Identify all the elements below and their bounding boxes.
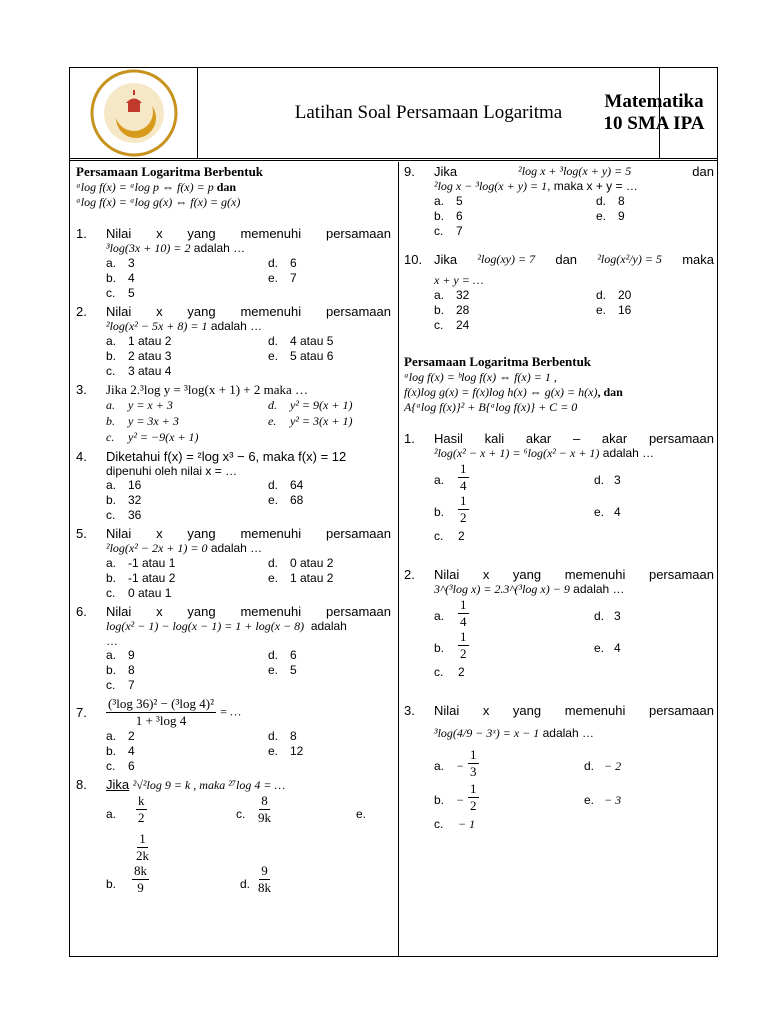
question-r1 <box>404 431 714 446</box>
question-text <box>434 252 714 267</box>
option-d[interactable]: 3 <box>614 473 621 487</box>
option-value[interactable]: 8 <box>290 729 297 743</box>
numerator: 8k <box>134 863 147 878</box>
equation: log(x² − 1) − log(x − 1) = 1 + log(x − 8) <box>106 619 305 633</box>
option-letter: b. <box>106 571 117 585</box>
option-b[interactable] <box>468 781 479 814</box>
option-letter: a. <box>106 398 115 412</box>
question-continuation: … <box>106 634 118 648</box>
option-value[interactable]: y² = 9(x + 1) <box>290 398 353 412</box>
numerator: 8 <box>261 793 268 808</box>
option-letter: b. <box>434 303 445 317</box>
rule-dan: , dan <box>597 385 623 399</box>
option-letter: c. <box>106 430 115 444</box>
option-letter: a. <box>106 729 117 743</box>
option-value[interactable]: 5 <box>128 286 135 300</box>
option-value[interactable]: 68 <box>290 493 304 507</box>
option-value[interactable]: 0 atau 2 <box>290 556 334 570</box>
equation: ²log(x² − 2x + 1) = 0 <box>106 541 208 555</box>
option-value[interactable]: 6 <box>128 759 135 773</box>
option-letter: d. <box>584 759 595 773</box>
options <box>434 194 714 238</box>
question-number: 8. <box>76 777 87 792</box>
denominator: 2 <box>470 798 477 813</box>
question-tail: adalah … <box>542 726 594 740</box>
option-letter: d. <box>268 478 279 492</box>
equation: ²log(x² − 5x + 8) = 1 <box>106 319 208 333</box>
question-dan: dan <box>555 252 578 267</box>
option-value[interactable]: 7 <box>128 678 135 692</box>
question-number: 2. <box>76 304 87 319</box>
question-r2 <box>404 567 714 582</box>
section-title: Persamaan Logaritma Berbentuk <box>76 164 264 179</box>
option-letter: e. <box>268 571 279 585</box>
equation: ²log(xy) = 7 <box>477 252 536 266</box>
question-6 <box>76 604 391 619</box>
option-b[interactable] <box>458 629 469 662</box>
question-keyword: Jika <box>434 164 458 179</box>
option-letter: b. <box>106 349 117 363</box>
options <box>106 398 391 445</box>
option-value[interactable]: y² = 3(x + 1) <box>290 414 353 428</box>
options <box>434 747 714 829</box>
grade: 10 SMA IPA <box>603 113 705 134</box>
equation: ²log x − ³log(x + y) = 1 <box>434 179 548 193</box>
option-letter: e. <box>584 793 595 807</box>
option-letter: c. <box>236 807 246 821</box>
question-4 <box>76 449 391 464</box>
option-letter: d. <box>268 729 279 743</box>
equation: ²log(x² − x + 1) = ⁶log(x² − x + 1) <box>434 446 600 460</box>
denominator: 2 <box>460 646 467 661</box>
options <box>434 288 714 332</box>
question-number: 1. <box>404 431 415 446</box>
option-value[interactable]: 16 <box>618 303 632 317</box>
option-letter: a. <box>106 478 117 492</box>
option-value[interactable]: 8 <box>618 194 625 208</box>
option-value[interactable]: -1 atau 2 <box>128 571 176 585</box>
denominator: 2k <box>136 848 149 863</box>
rule-dan: dan <box>216 180 237 194</box>
option-letter: e. <box>268 663 279 677</box>
question-text: Jika 2.³log y = ³log(x + 1) + 2 maka … <box>106 382 309 397</box>
option-a[interactable] <box>136 793 147 826</box>
option-value[interactable]: 32 <box>456 288 470 302</box>
option-letter: e. <box>268 493 279 507</box>
right-column <box>404 164 714 829</box>
question-tail: adalah … <box>602 446 655 460</box>
option-value[interactable]: 6 <box>290 648 297 662</box>
option-letter: c. <box>106 586 116 600</box>
numerator: 1 <box>470 781 477 796</box>
option-letter: d. <box>268 648 279 662</box>
denominator: 8k <box>258 880 271 895</box>
numerator: 1 <box>460 629 467 644</box>
denominator: 4 <box>460 478 467 493</box>
question-tail: adalah … <box>210 541 263 555</box>
option-value[interactable]: 2 <box>128 729 135 743</box>
option-letter: b. <box>434 505 445 519</box>
option-letter: e. <box>268 744 279 758</box>
option-d[interactable]: − 2 <box>604 759 622 773</box>
option-c[interactable]: − 1 <box>458 817 476 831</box>
option-letter: c. <box>434 817 444 831</box>
equation: 3^(³log x) = 2.3^(³log x) − 9 <box>434 582 570 596</box>
denominator: 2 <box>138 810 145 825</box>
denominator: 4 <box>460 614 467 629</box>
option-c[interactable] <box>258 793 271 826</box>
option-letter: e. <box>594 641 605 655</box>
question-number: 6. <box>76 604 87 619</box>
rule-2: f(x)log g(x) = f(x)log h(x) ⇔ g(x) = h(x) <box>404 385 598 399</box>
school-logo-icon <box>70 68 198 158</box>
option-e-value[interactable] <box>136 831 149 864</box>
option-letter: d. <box>594 609 605 623</box>
question-tail: , maka x + y = … <box>547 179 638 193</box>
worksheet <box>69 67 718 957</box>
subject-block <box>590 68 718 158</box>
numerator: 1 <box>460 493 467 508</box>
option-value[interactable]: 36 <box>128 508 142 522</box>
options <box>106 478 391 522</box>
option-value[interactable]: 4 atau 5 <box>290 334 334 348</box>
school-logo-cell <box>70 68 198 158</box>
question-tail: adalah … <box>210 319 263 333</box>
option-letter: a. <box>106 334 117 348</box>
rule-3: A{ᵃlog f(x)}² + B{ᵃlog f(x)} + C = 0 <box>404 400 578 414</box>
option-value[interactable]: 0 atau 1 <box>128 586 172 600</box>
option-letter: c. <box>434 224 444 238</box>
numerator: k <box>138 793 145 808</box>
option-value[interactable]: 5 atau 6 <box>290 349 334 363</box>
question-equation <box>106 241 391 256</box>
question-text: Diketahui f(x) = ²log x³ − 6, maka f(x) = 12 <box>106 449 347 464</box>
rule <box>76 180 391 195</box>
option-value[interactable]: 5 <box>456 194 463 208</box>
option-letter: b. <box>106 744 117 758</box>
numerator: 1 <box>139 831 146 846</box>
option-letter: b. <box>106 414 115 428</box>
numerator: 1 <box>460 461 467 476</box>
option-letter: d. <box>268 256 279 270</box>
subject: Matematika <box>604 91 704 112</box>
option-letter: e. <box>596 303 607 317</box>
question-number: 1. <box>76 226 87 241</box>
question-number: 3. <box>76 382 87 397</box>
option-value[interactable]: 1 atau 2 <box>128 334 172 348</box>
option-value[interactable]: y² = −9(x + 1) <box>128 430 199 444</box>
option-value[interactable]: 20 <box>618 288 632 302</box>
option-value[interactable]: 1 atau 2 <box>290 571 334 585</box>
option-value[interactable]: 3 atau 4 <box>128 364 172 378</box>
options <box>106 648 391 692</box>
option-letter: a. <box>434 609 445 623</box>
option-value[interactable]: y = 3x + 3 <box>128 414 179 428</box>
page-title: Latihan Soal Persamaan Logaritma <box>198 68 660 158</box>
option-letter: e. <box>596 209 607 223</box>
option-letter: c. <box>106 508 116 522</box>
option-letter: e. <box>268 414 277 428</box>
option-letter: e. <box>268 349 279 363</box>
options <box>106 729 391 773</box>
option-letter: e. <box>594 505 605 519</box>
numerator: 9 <box>261 863 268 878</box>
option-value[interactable]: 7 <box>290 271 297 285</box>
option-value[interactable]: 6 <box>290 256 297 270</box>
question-line: dipenuhi oleh nilai x = … <box>106 464 238 478</box>
option-value[interactable]: 9 <box>128 648 135 662</box>
question-1 <box>76 226 391 241</box>
question-tail: adalah <box>310 619 347 633</box>
question-maka: maka <box>682 252 714 267</box>
column-divider <box>398 162 399 956</box>
option-value[interactable]: 7 <box>456 224 463 238</box>
options <box>434 597 714 679</box>
option-letter: c. <box>434 318 444 332</box>
question-equation <box>106 619 391 634</box>
question-number: 10. <box>404 252 423 267</box>
option-value[interactable]: 4 <box>128 271 135 285</box>
denominator: 3 <box>470 764 477 779</box>
option-letter: d. <box>268 556 279 570</box>
option-value[interactable]: 9 <box>618 209 625 223</box>
option-letter: a. <box>434 473 445 487</box>
option-letter: b. <box>106 877 117 891</box>
options <box>106 793 391 899</box>
question-5 <box>76 526 391 541</box>
denominator: 2 <box>460 510 467 525</box>
option-letter: b. <box>434 209 445 223</box>
question-3 <box>76 382 391 398</box>
question-number: 9. <box>404 164 415 179</box>
option-value[interactable]: 5 <box>290 663 297 677</box>
question-number: 3. <box>404 703 415 718</box>
option-letter: a. <box>106 648 117 662</box>
question-text: Nilai x yang memenuhi persamaan <box>434 567 714 582</box>
rule <box>404 385 714 400</box>
option-value[interactable]: -1 atau 1 <box>128 556 176 570</box>
question-text: Nilai x yang memenuhi persamaan <box>106 526 391 541</box>
denominator: 9k <box>258 810 271 825</box>
options <box>106 334 391 378</box>
option-letter: b. <box>434 793 445 807</box>
options <box>106 556 391 600</box>
option-letter: a. <box>434 288 445 302</box>
question-equation <box>106 319 391 334</box>
option-a[interactable] <box>468 747 479 780</box>
option-letter: d. <box>596 288 607 302</box>
option-value[interactable]: 12 <box>290 744 304 758</box>
option-value[interactable]: 3 <box>128 256 135 270</box>
option-letter: d. <box>594 473 605 487</box>
header-divider <box>70 158 717 161</box>
option-letter: c. <box>106 286 116 300</box>
denominator: 9 <box>137 880 144 895</box>
question-equation <box>434 179 714 194</box>
equation: ²log x + ³log(x + y) = 5 <box>518 164 632 178</box>
option-letter: c. <box>434 665 444 679</box>
question-2 <box>76 304 391 319</box>
question-number: 5. <box>76 526 87 541</box>
option-letter: e. <box>268 271 279 285</box>
question-dan: dan <box>692 164 714 179</box>
option-value[interactable]: 2 atau 3 <box>128 349 172 363</box>
option-letter: b. <box>106 271 117 285</box>
option-letter: c. <box>106 364 116 378</box>
option-value[interactable]: 64 <box>290 478 304 492</box>
rule-2: ᵃlog f(x) = ᵃlog g(x) ⇔ f(x) = g(x) <box>76 195 241 209</box>
option-d[interactable] <box>258 863 271 896</box>
option-letter: d. <box>268 398 277 412</box>
question-10 <box>404 252 714 267</box>
option-letter: a. <box>434 194 445 208</box>
option-letter: c. <box>106 759 116 773</box>
question-number: 7. <box>76 705 87 720</box>
question-9 <box>404 164 714 179</box>
option-letter: a. <box>106 807 117 821</box>
equation: ³log(4/9 − 3ˣ) = x − 1 <box>434 726 540 740</box>
numerator: 1 <box>460 597 467 612</box>
option-value[interactable]: 4 <box>128 744 135 758</box>
option-letter: e. <box>356 807 367 821</box>
option-value[interactable]: 16 <box>128 478 142 492</box>
rule-1: ᵃlog f(x) = ᵇlog f(x) ⇔ f(x) = 1 , <box>404 370 557 384</box>
option-value[interactable]: 6 <box>456 209 463 223</box>
option-letter: b. <box>106 663 117 677</box>
option-letter: b. <box>434 641 445 655</box>
minus: − <box>456 793 465 807</box>
option-c[interactable]: 2 <box>458 665 465 679</box>
options <box>106 256 391 300</box>
option-letter: b. <box>106 493 117 507</box>
options <box>434 461 714 543</box>
equation: ²√²log 9 = k , maka ²⁷log 4 = … <box>132 778 286 792</box>
question-keyword: Jika <box>434 252 458 267</box>
option-value[interactable]: 24 <box>456 318 470 332</box>
option-value[interactable]: 32 <box>128 493 142 507</box>
equation: ²log(x²/y) = 5 <box>597 252 662 266</box>
option-c[interactable]: 2 <box>458 529 465 543</box>
question-tail: adalah … <box>193 241 246 255</box>
left-column <box>76 164 391 899</box>
option-letter: a. <box>434 759 445 773</box>
option-letter: d. <box>268 334 279 348</box>
option-letter: d. <box>240 877 251 891</box>
option-value[interactable]: 8 <box>128 663 135 677</box>
question-equation <box>434 582 714 597</box>
question-text <box>106 777 285 793</box>
question-text: Hasil kali akar – akar persamaan <box>434 431 714 446</box>
question-text: Nilai x yang memenuhi persamaan <box>434 703 714 718</box>
fraction <box>106 696 216 729</box>
question-tail: = … <box>219 704 242 719</box>
option-letter: a. <box>106 256 117 270</box>
rule-1: ᵃlog f(x) = ᵃlog p ⇔ f(x) = p <box>76 180 214 194</box>
question-8 <box>76 777 391 793</box>
question-expression <box>106 696 241 729</box>
option-letter: d. <box>596 194 607 208</box>
question-equation <box>106 541 391 556</box>
question-number: 2. <box>404 567 415 582</box>
question-text: Nilai x yang memenuhi persamaan <box>106 304 391 319</box>
option-value[interactable]: 28 <box>456 303 470 317</box>
question-text: Nilai x yang memenuhi persamaan <box>106 226 391 241</box>
option-a[interactable] <box>458 597 469 630</box>
question-tail: adalah … <box>573 582 625 596</box>
question-equation <box>434 726 714 741</box>
minus: − <box>456 759 465 773</box>
question-line: x + y = … <box>434 273 484 287</box>
option-letter: c. <box>434 529 444 543</box>
numerator: 1 <box>470 747 477 762</box>
option-letter: a. <box>106 556 117 570</box>
question-keyword: Jika <box>106 777 130 792</box>
option-b[interactable] <box>458 493 469 526</box>
numerator: (³log 36)² − (³log 4)² <box>108 696 214 711</box>
option-e[interactable]: 4 <box>614 641 621 655</box>
question-text: Nilai x yang memenuhi persamaan <box>106 604 391 619</box>
option-value[interactable]: y = x + 3 <box>128 398 173 412</box>
question-r3 <box>404 703 714 718</box>
equation: ³log(3x + 10) = 2 <box>106 241 191 255</box>
section-title: Persamaan Logaritma Berbentuk <box>404 354 592 369</box>
option-d[interactable]: 3 <box>614 609 621 623</box>
option-a[interactable] <box>458 461 469 494</box>
question-7 <box>76 696 391 729</box>
question-equation <box>434 446 714 461</box>
option-e[interactable]: − 3 <box>604 793 622 807</box>
option-b[interactable] <box>132 863 149 896</box>
question-text <box>434 164 714 179</box>
option-letter: c. <box>106 678 116 692</box>
denominator: 1 + ³log 4 <box>135 713 187 728</box>
question-number: 4. <box>76 449 87 464</box>
option-e[interactable]: 4 <box>614 505 621 519</box>
